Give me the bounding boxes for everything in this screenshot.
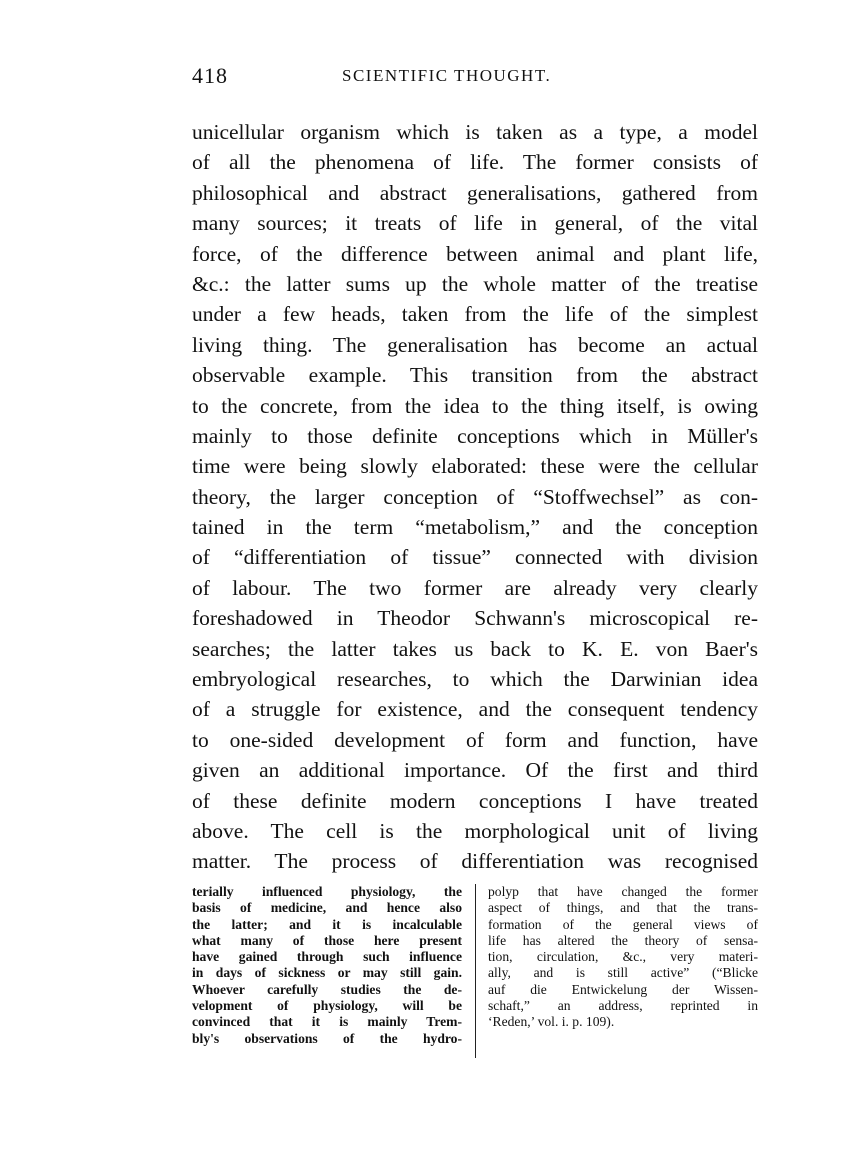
text-line: to the concrete, from the idea to the thing itself, is owing bbox=[192, 393, 758, 418]
footnote-line: Whoever carefully studies the de- bbox=[192, 981, 462, 997]
text-line: force, of the difference between animal and plant life, bbox=[192, 241, 758, 266]
main-text bbox=[192, 117, 758, 877]
text-line: to one-sided development of form and function, have bbox=[192, 727, 758, 752]
footnote-line: ‘Reden,’ vol. i. p. 109). bbox=[488, 1014, 615, 1030]
footnote-line: aspect of things, and that the trans- bbox=[488, 900, 758, 916]
text-line: tained in the term “metabolism,” and the conception bbox=[192, 515, 758, 540]
text-line: time were being slowly elaborated: these were the cellular bbox=[192, 454, 758, 479]
text-line: above. The cell is the morphological unit of living bbox=[192, 818, 758, 843]
text-line: given an additional importance. Of the first and third bbox=[192, 758, 758, 783]
page-number: 418 bbox=[192, 63, 228, 88]
text-line: philosophical and abstract generalisations, gathered from bbox=[192, 180, 758, 205]
footnote-line: terially influenced physiology, the bbox=[192, 884, 462, 899]
footnote-line: the latter; and it is incalculable bbox=[192, 916, 462, 932]
footnote-line: life has altered the theory of sensa- bbox=[488, 932, 758, 948]
footnote-line: auf die Entwickelung der Wissen- bbox=[488, 981, 758, 997]
text-line: theory, the larger conception of “Stoffwechsel” as con- bbox=[192, 484, 758, 509]
footnote-line: what many of those here present bbox=[192, 932, 462, 948]
text-line: living thing. The generalisation has become an actual bbox=[192, 332, 758, 357]
text-line: under a few heads, taken from the life of the simplest bbox=[192, 302, 758, 327]
running-head: SCIENTIFIC THOUGHT. bbox=[342, 66, 552, 85]
text-line: of a struggle for existence, and the consequent tendency bbox=[192, 697, 758, 722]
footnote-line: in days of sickness or may still gain. bbox=[192, 965, 462, 981]
text-line: searches; the latter takes us back to K. E. von Baer's bbox=[192, 636, 758, 661]
footnote-line: have gained through such influence bbox=[192, 949, 462, 965]
text-line: observable example. This transition from the abstract bbox=[192, 363, 758, 388]
footnote-line: schaft,” an address, reprinted in bbox=[488, 998, 758, 1014]
footnote-line: tion, circulation, &c., very materi- bbox=[488, 949, 758, 965]
text-line: matter. The process of differentiation was recognised bbox=[192, 849, 758, 874]
column-divider bbox=[475, 884, 476, 1058]
text-line: foreshadowed in Theodor Schwann's microscopical re- bbox=[192, 606, 758, 631]
text-line: of all the phenomena of life. The former consists of bbox=[192, 150, 758, 175]
footnote-line: polyp that have changed the former bbox=[488, 884, 758, 899]
footnote-line: velopment of physiology, will be bbox=[192, 998, 462, 1014]
text-line: of these definite modern conceptions I have treated bbox=[192, 788, 758, 813]
text-line: of “differentiation of tissue” connected with division bbox=[192, 545, 758, 570]
footnote-line: convinced that it is mainly Trem- bbox=[192, 1014, 462, 1030]
text-line: &c.: the latter sums up the whole matter of the treatise bbox=[192, 271, 758, 296]
footnote-line: bly's observations of the hydro- bbox=[192, 1030, 462, 1046]
footnotes bbox=[192, 884, 758, 1060]
text-line: many sources; it treats of life in general, of the vital bbox=[192, 211, 758, 236]
footnote-line: formation of the general views of bbox=[488, 916, 758, 932]
footnote-column-right bbox=[488, 884, 758, 1031]
page-header bbox=[192, 63, 758, 91]
text-line: mainly to those definite conceptions which in Müller's bbox=[192, 423, 758, 448]
footnote-line: basis of medicine, and hence also bbox=[192, 900, 462, 916]
text-line: embryological researches, to which the Darwinian idea bbox=[192, 667, 758, 692]
text-line: of labour. The two former are already very clearly bbox=[192, 575, 758, 600]
footnote-line: ally, and is still active” (“Blicke bbox=[488, 965, 758, 981]
footnote-column-left bbox=[192, 884, 462, 1047]
text-line: unicellular organism which is taken as a type, a model bbox=[192, 120, 758, 144]
